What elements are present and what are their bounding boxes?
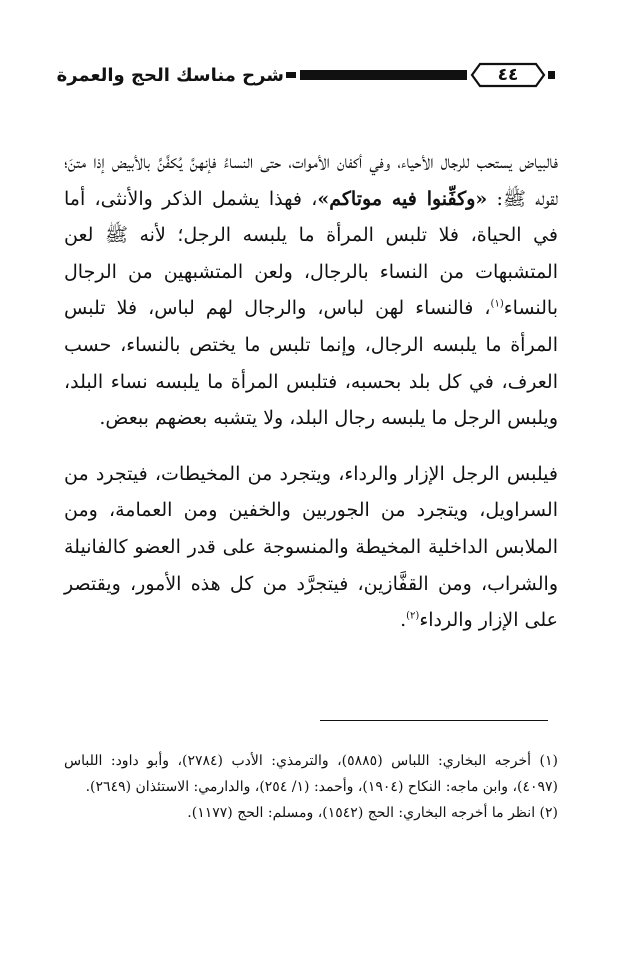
main-text [64,144,558,639]
paragraph-text: . [400,609,407,632]
header-end-mark [286,72,296,78]
footnote-separator [320,720,548,721]
paragraph [64,144,558,437]
paragraph-text: فيلبس الرجل الإزار والرداء، ويتجرد من المخيطات، فيتجرد من السراويل، ويتجرد من الجوربين والخفين ومن العمامة، ومن الملابس الداخلية المخيطة والمنسوجة على قدر العضو كالفانيلة والشراب، ومن القفَّازين، فيتجرَّد من كل هذه الأمور، ويقتصر على الإزار والرداء [64,462,558,632]
paragraph [64,456,558,639]
page-number: ٤٤ [497,65,519,85]
header-rule-end [548,71,555,79]
paragraph-text: فالبياض يستحب للرجال الأحياء، وفي أكفان الأموات، حتى النساءُ فإنهنَّ يُكفَّنَّ بالأبيض إذا متنَ؛ لقوله ﷺ: [64,151,558,210]
footnote-ref: (١) [490,299,504,311]
running-header-title: شرح مناسك الحج والعمرة [56,65,284,86]
footnote-ref: (٢) [406,610,420,622]
footnote: (٢) انظر ما أخرجه البخاري: الحج (١٥٤٢)، ومسلم: الحج (١١٧٧). [187,805,558,821]
footnotes [64,748,558,826]
paragraph-text: ، فالنساء لهن لباس، والرجال لهم لباس، فلا تلبس المرأة ما يلبسه الرجال، وإنما تلبس ما يختص بالنساء، حسب العرف، في كل بلد بحسبه، فتلبس المرأة ما يلبسه نساء البلد، ويلبس الرجل ما يلبسه رجال البلد، ولا يتشبه بعضهم ببعض. [64,297,558,430]
footnote: (١) أخرجه البخاري: اللباس (٥٨٨٥)، والترمذي: الأدب (٢٧٨٤)، وأبو داود: اللباس (٤٠٩٧)، وابن ماجه: النكاح (١٩٠٤)، وأحمد: (١/ ٢٥٤)، والدارمي: الاستئذان (٢٦٤٩). [64,753,558,795]
header-rule [300,70,467,80]
hadith-quote: «وكفِّنوا فيه موتاكم» [317,187,488,210]
paragraph-text: ، فهذا يشمل الذكر والأنثى، أما في الحياة، فلا تلبس المرأة ما يلبسه الرجل؛ لأنه ﷺ لعن المتشبهات من النساء بالرجال، ولعن المتشبهين من الرجال بالنساء [64,187,558,320]
